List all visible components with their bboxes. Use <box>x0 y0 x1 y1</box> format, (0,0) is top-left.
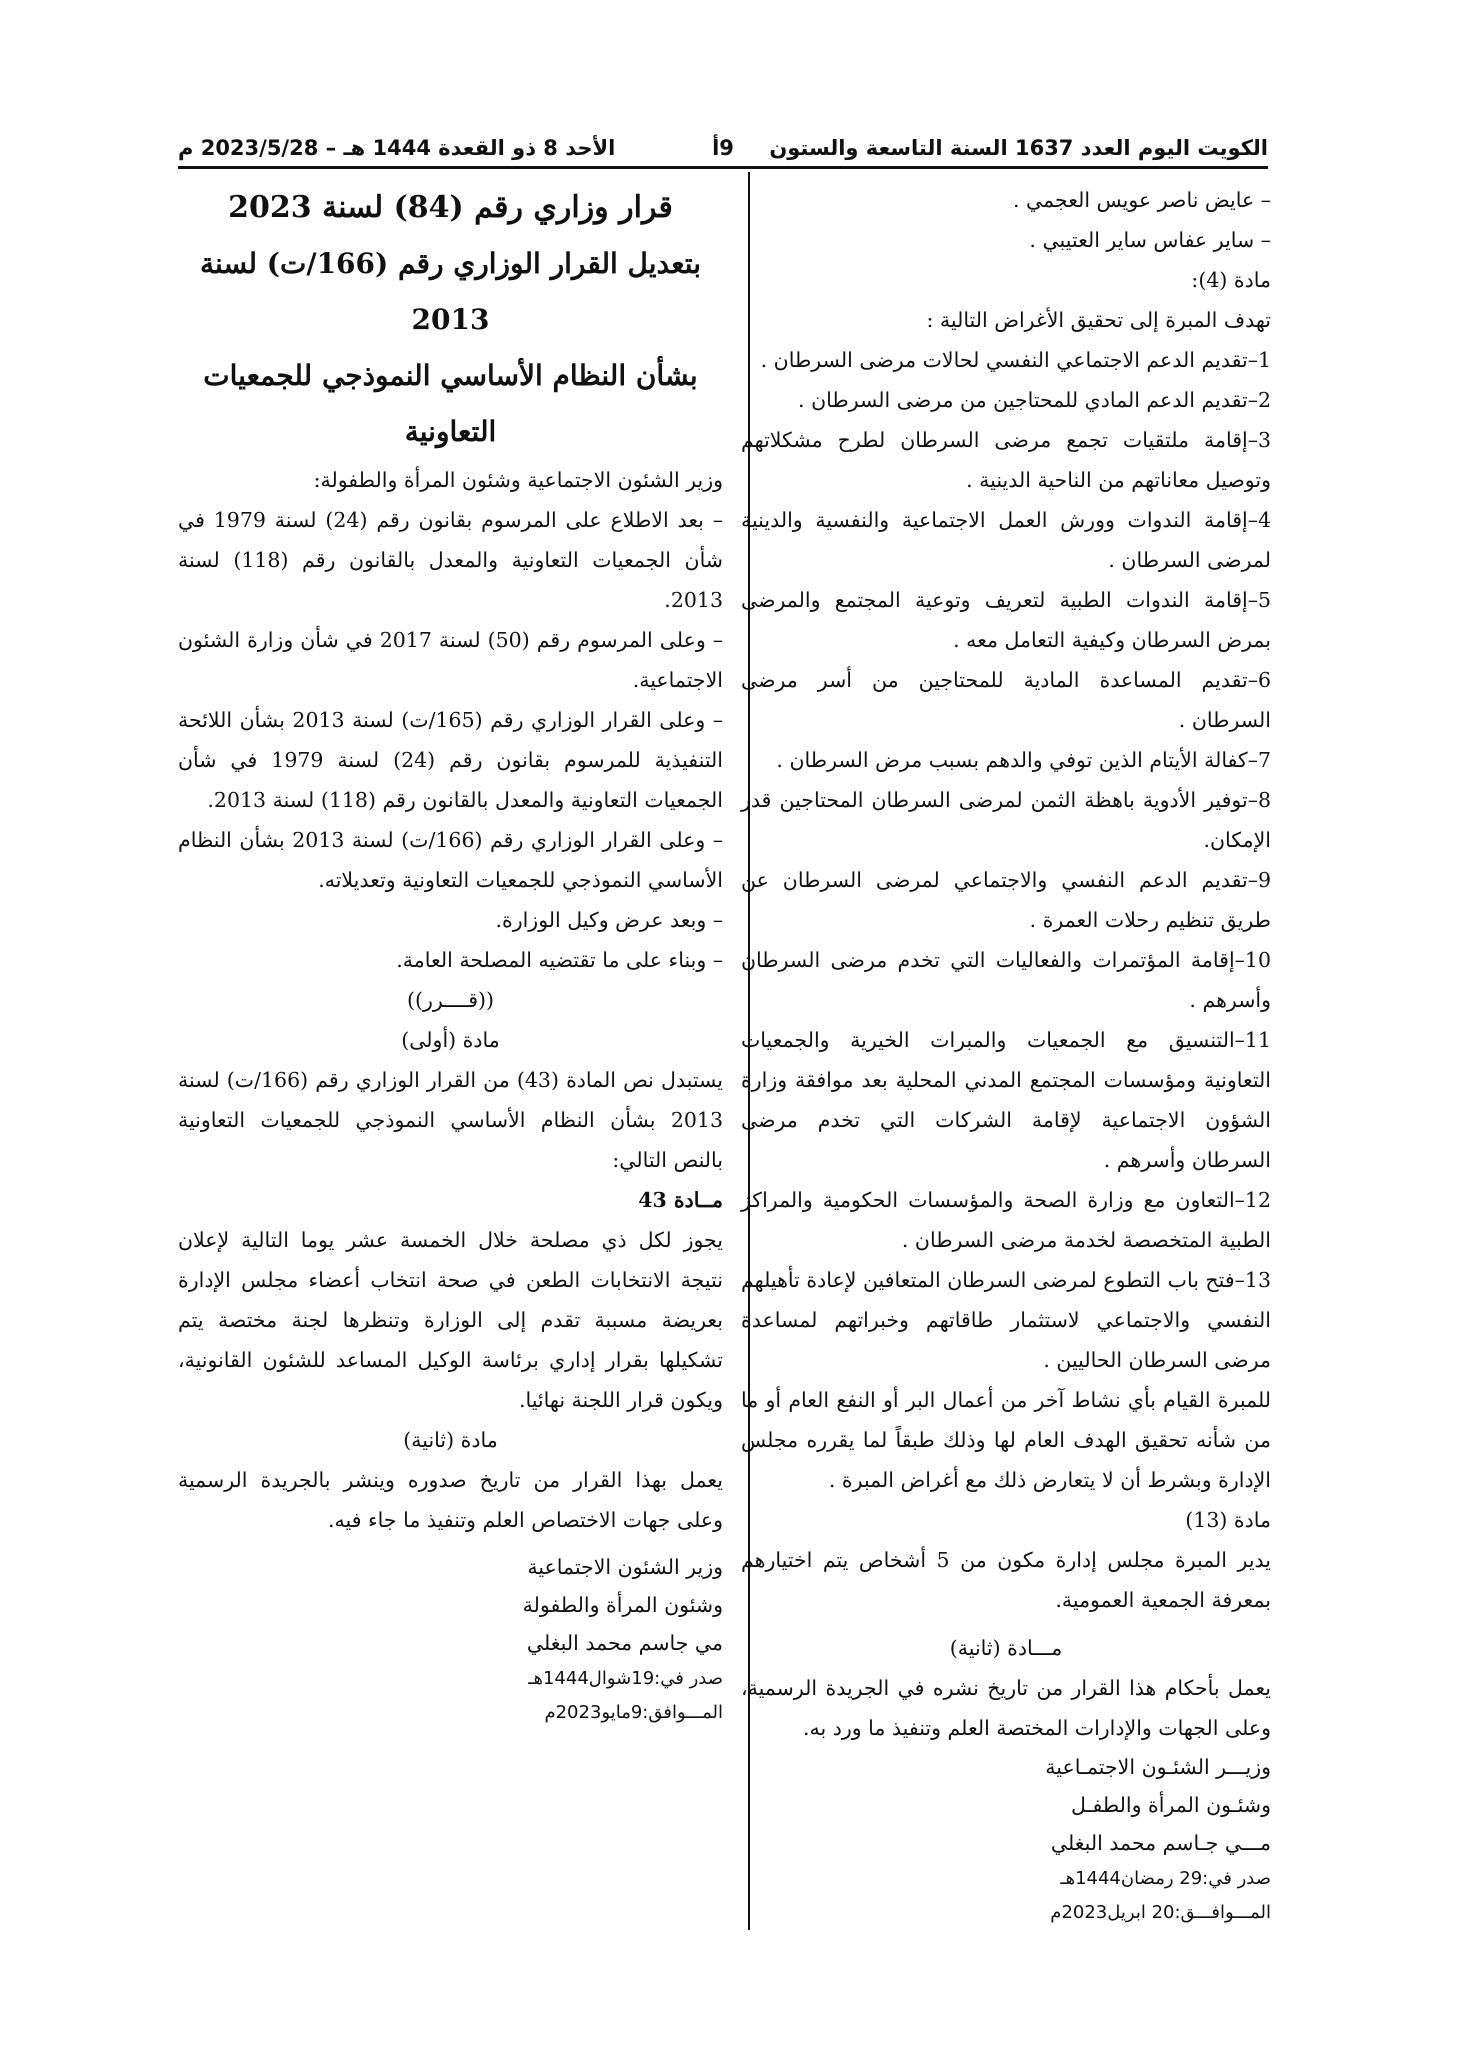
left-second-article-title: مادة (ثانية) <box>403 1428 498 1452</box>
decided-heading: ((قــــرر)) <box>406 988 495 1012</box>
purpose-2: 2–تقديم الدعم المادي للمحتاجين من مرضى السرطان . <box>798 388 1271 412</box>
member-2: – ساير عفاس ساير العتيبي . <box>741 220 1271 260</box>
signature-title-2: وشئـون المرأة والطفـل <box>1070 1793 1271 1817</box>
first-article-title: مادة (أولى) <box>401 1028 500 1052</box>
preamble-1: – بعد الاطلاع على المرسوم بقانون رقم (24) لسنة 1979 في شأن الجمعيات التعاونية والمعدل بالقانون رقم (118) لسنة 2013. <box>178 508 724 612</box>
purpose-13: 13–فتح باب التطوع لمرضى السرطان المتعافين لإعادة تأهيلهم النفسي والاجتماعي لاستثمار طاقاتهم وخبراتهم لمساعدة مرضى السرطان الحاليين . <box>741 1268 1271 1372</box>
article-13-title: مادة (13) <box>1185 1508 1271 1532</box>
first-article-text: يستبدل نص المادة (43) من القرار الوزاري رقم (166/ت) لسنة 2013 بشأن النظام الأساسي النموذجي للجمعيات التعاونية بالنص التالي: <box>178 1068 724 1172</box>
member-1: – عايض ناصر عويس العجمي . <box>741 180 1271 220</box>
article-4-intro: تهدف المبرة إلى تحقيق الأغراض التالية : <box>926 308 1271 332</box>
left-signature-title: وزير الشئون الاجتماعية <box>527 1555 723 1579</box>
preamble-5: – وبعد عرض وكيل الوزارة. <box>495 908 723 932</box>
purpose-11: 11–التنسيق مع الجمعيات والمبرات الخيرية والجمعيات التعاونية ومؤسسات المجتمع المدني المحلية بعد موافقة وزارة الشؤون الاجتماعية لإقامة الشركات التي تخدم مرضى السرطان وأسرهم . <box>741 1028 1271 1172</box>
purpose-12: 12–التعاون مع وزارة الصحة والمؤسسات الحكومية والمراكز الطبية المتخصصة لخدمة مرضى السرطان . <box>741 1188 1271 1252</box>
purpose-3: 3–إقامة ملتقيات تجمع مرضى السرطان لطرح مشكلاتهم وتوصيل معاناتهم من الناحية الدينية . <box>741 428 1271 492</box>
article-43-title: مــادة 43 <box>638 1188 723 1212</box>
decision-subject: بشأن النظام الأساسي النموذجي للجمعيات التعاونية <box>203 359 698 448</box>
purpose-7: 7–كفالة الأيتام الذين توفي والدهم بسبب مرض السرطان . <box>776 748 1271 772</box>
second-article-text: يعمل بأحكام هذا القرار من تاريخ نشره في الجريدة الرسمية، وعلى الجهات والإدارات المختصة العلم وتنفيذ ما ورد به. <box>741 1676 1271 1740</box>
purpose-8: 8–توفير الأدوية باهظة الثمن لمرضى السرطان المحتاجين قدر الإمكان. <box>741 788 1271 852</box>
left-signature-name: مي جاسم محمد البغلي <box>526 1631 723 1655</box>
decision-subtitle: بتعديل القرار الوزاري رقم (166/ت) لسنة 2013 <box>200 247 701 336</box>
left-second-article-text: يعمل بهذا القرار من تاريخ صدوره وينشر بالجريدة الرسمية وعلى جهات الاختصاص العلم وتنفيذ ما جاء فيه. <box>178 1468 723 1532</box>
purpose-5: 5–إقامة الندوات الطبية لتعريف وتوعية المجتمع والمرضى بمرض السرطان وكيفية التعامل معه . <box>741 588 1271 652</box>
minister-heading: وزير الشئون الاجتماعية وشئون المرأة والطفولة: <box>313 468 723 492</box>
left-corresponding-date: المـــوافق:9مايو2023م <box>544 1702 723 1723</box>
second-article-title: مـــادة (ثانية) <box>949 1636 1063 1660</box>
decision-title: قرار وزاري رقم (84) لسنة 2023 <box>228 190 673 225</box>
preamble-6: – وبناء على ما تقتضيه المصلحة العامة. <box>396 948 723 972</box>
article-4-closing: للمبرة القيام بأي نشاط آخر من أعمال البر أو النفع العام أو ما من شأنه تحقيق الهدف العام لها وذلك طبقاً لما يقرره مجلس الإدارة وبشرط أن لا يتعارض ذلك مع أغراض المبرة . <box>741 1388 1271 1492</box>
page-header <box>178 120 1268 169</box>
header-publication: الكويت اليوم العدد 1637 السنة التاسعة والستون <box>769 136 1268 160</box>
left-issued-date: صدر في:19شوال1444هـ <box>528 1668 723 1689</box>
signature-name: مـــي جـاسم محمد البغلي <box>1050 1831 1271 1855</box>
purpose-6: 6–تقديم المساعدة المادية للمحتاجين من أسر مرضى السرطان . <box>741 668 1271 732</box>
preamble-4: – وعلى القرار الوزاري رقم (166/ت) لسنة 2013 بشأن النظام الأساسي النموذجي للجمعيات التعاونية وتعديلاته. <box>178 828 724 892</box>
purpose-9: 9–تقديم الدعم النفسي والاجتماعي لمرضى السرطان عن طريق تنظيم رحلات العمرة . <box>741 868 1271 932</box>
purpose-10: 10–إقامة المؤتمرات والفعاليات التي تخدم مرضى السرطان وأسرهم . <box>741 948 1271 1012</box>
left-column <box>178 180 723 1730</box>
preamble-3: – وعلى القرار الوزاري رقم (165/ت) لسنة 2013 بشأن اللائحة التنفيذية للمرسوم بقانون رقم (24) لسنة 1979 في شأن الجمعيات التعاونية والمعدل بالقانون رقم (118) لسنة 2013. <box>178 708 724 812</box>
purpose-4: 4–إقامة الندوات وورش العمل الاجتماعية والنفسية والدينية لمرضى السرطان . <box>741 508 1271 572</box>
corresponding-date: المـــوافـــق:20 ابريل2023م <box>1050 1902 1271 1923</box>
article-4-title: مادة (4): <box>1191 268 1271 292</box>
left-signature-title-2: وشئون المرأة والطفولة <box>522 1593 723 1617</box>
article-43-text: يجوز لكل ذي مصلحة خلال الخمسة عشر يوما التالية لإعلان نتيجة الانتخابات الطعن في صحة انتخاب أعضاء مجلس الإدارة بعريضة مسببة تقدم إلى الوزارة وتنظرها لجنة مختصة يتم تشكيلها بقرار إداري برئاسة الوكيل المساعد للشئون القانونية، ويكون قرار اللجنة نهائيا. <box>178 1228 723 1412</box>
signature-title: وزيـــر الشئـون الاجتمـاعية <box>1045 1755 1271 1779</box>
article-13-text: يدير المبرة مجلس إدارة مكون من 5 أشخاص يتم اختيارهم بمعرفة الجمعية العمومية. <box>741 1548 1271 1612</box>
issued-date: صدر في:29 رمضان1444هـ <box>1060 1868 1271 1889</box>
page-number: 9أ <box>712 136 734 160</box>
purpose-1: 1–تقديم الدعم الاجتماعي النفسي لحالات مرضى السرطان . <box>760 348 1271 372</box>
header-date: الأحد 8 ذو القعدة 1444 هـ – 2023/5/28 م <box>178 136 616 160</box>
right-column <box>741 180 1271 1930</box>
preamble-2: – وعلى المرسوم رقم (50) لسنة 2017 في شأن وزارة الشئون الاجتماعية. <box>178 628 724 692</box>
